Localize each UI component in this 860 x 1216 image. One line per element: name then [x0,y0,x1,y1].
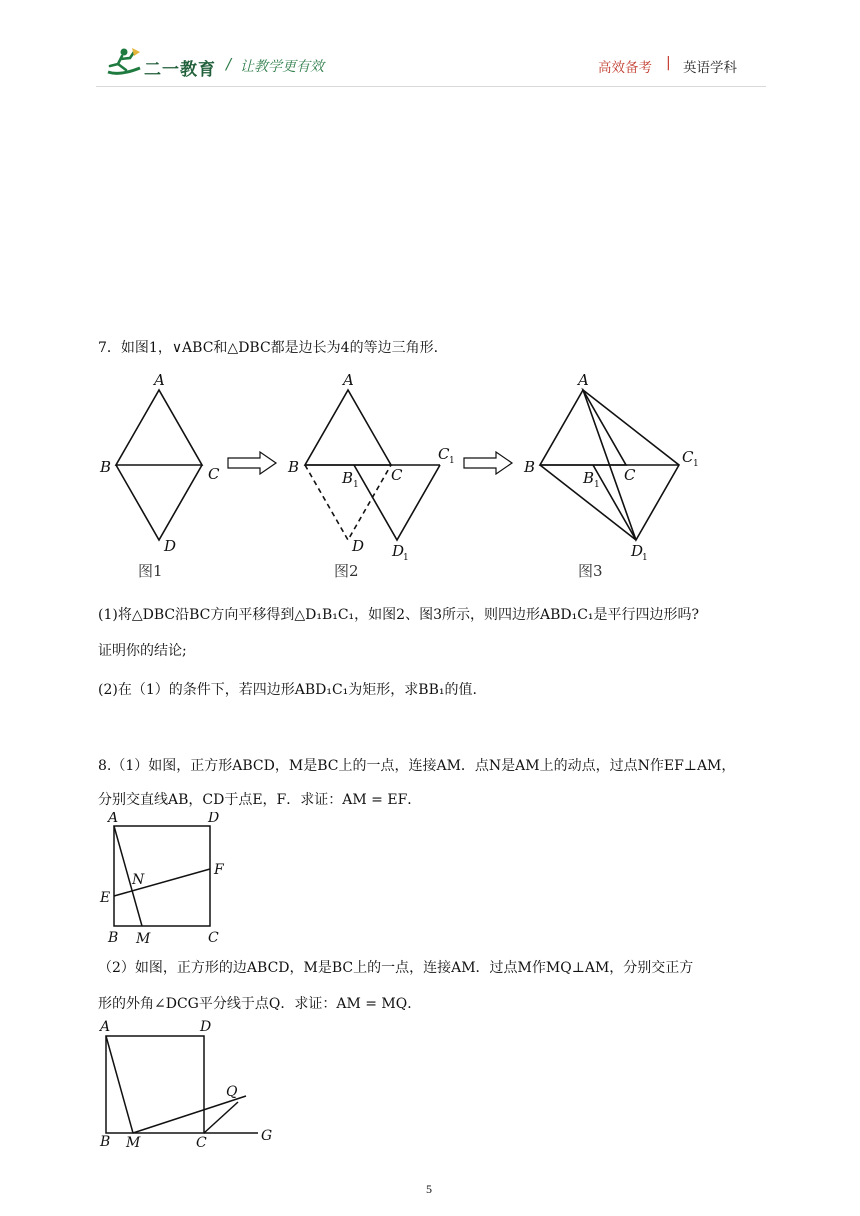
fig1-caption: 图1 [138,562,163,580]
fig3-label-d1: D [631,542,644,560]
q8f2-label-m: M [126,1135,141,1151]
logo-text: 二一教育 [144,60,216,80]
q8f2-label-g: G [261,1128,273,1144]
q8-figure-2 [96,1016,286,1152]
header-slogan: 让教学更有效 [240,59,324,75]
q8f2-label-q: Q [226,1084,238,1100]
q8f2-label-d: D [200,1019,212,1035]
fig3-sub-d1: 1 [642,553,648,563]
q7-figure-3 [540,390,679,540]
q7-figure-2 [305,390,440,540]
fig1-label-b: B [100,458,112,476]
fig2-sub-d1: 1 [403,553,409,563]
q7-figures [90,368,730,588]
q7-figure-1 [116,390,202,540]
q7-stem: 7．如图1，∨ABC和△DBC都是边长为4的等边三角形. [98,340,439,356]
header-rule [96,86,766,87]
fig2-label-d1: D [392,542,405,560]
page-header [0,0,860,90]
arrow-right-icon [228,452,276,474]
q8f1-label-b: B [108,930,119,946]
fig3-sub-c1: 1 [693,459,699,469]
q8f1-label-a: A [108,812,119,826]
fig2-label-b1: B [342,469,354,487]
fig2-sub-c1: 1 [449,456,455,466]
fig3-label-a: A [578,371,589,389]
fig2-caption: 图2 [334,562,359,580]
q8-part1-line2: 分别交直线AB，CD于点E，F．求证：AM = EF． [98,792,422,808]
q8f1-label-c: C [208,930,219,946]
fig1-label-a: A [154,371,165,389]
header-subject: 英语学科 [683,60,737,76]
q8-part2-line1: （2）如图，正方形的边ABCD，M是BC上的一点，连接AM．过点M作MQ⊥AM，分别交正方 [98,960,694,976]
runner-logo-icon [104,46,146,80]
q8-part2-line2: 形的外角∠DCG平分线于点Q．求证：AM = MQ． [98,996,422,1012]
q8f2-label-a: A [100,1019,111,1035]
header-separator: | [666,55,671,71]
q8-part1-line1: 8.（1）如图，正方形ABCD，M是BC上的一点，连接AM．点N是AM上的动点，过点N作EF⊥AM， [98,758,736,774]
fig1-label-d: D [164,537,177,555]
fig2-label-c1: C [438,445,450,463]
fig2-label-d: D [352,537,365,555]
fig1-label-c: C [208,465,220,483]
fig2-label-b: B [288,458,300,476]
fig2-sub-b1: 1 [353,480,359,490]
fig3-sub-b1: 1 [594,480,600,490]
q7-part2: (2)在（1）的条件下，若四边形ABD₁C₁为矩形，求BB₁的值. [98,682,477,698]
arrow-right-icon [464,452,512,474]
q8f1-label-f: F [214,862,224,878]
fig2-label-c: C [391,466,403,484]
fig3-label-b: B [524,458,536,476]
header-slash: / [226,55,232,73]
q8f2-label-b: B [100,1134,111,1150]
q7-part1-line2: 证明你的结论; [98,643,187,659]
page-number: 5 [426,1182,432,1196]
q8f1-label-n: N [132,872,145,888]
q8f2-label-c: C [196,1135,207,1151]
q8f1-label-d: D [208,812,220,826]
q7-part1-line1: (1)将△DBC沿BC方向平移得到△D₁B₁C₁，如图2、图3所示，则四边形ABD₁C₁是平行四边形吗? [98,607,700,623]
header-exam-label: 高效备考 [598,60,652,76]
fig3-caption: 图3 [578,562,603,580]
q8-figure-1 [96,812,246,952]
fig2-label-a: A [343,371,354,389]
q8f1-label-m: M [136,931,151,947]
fig3-label-b1: B [583,469,595,487]
q8f1-label-e: E [100,890,111,906]
fig3-label-c1: C [682,448,694,466]
fig3-label-c: C [624,466,636,484]
